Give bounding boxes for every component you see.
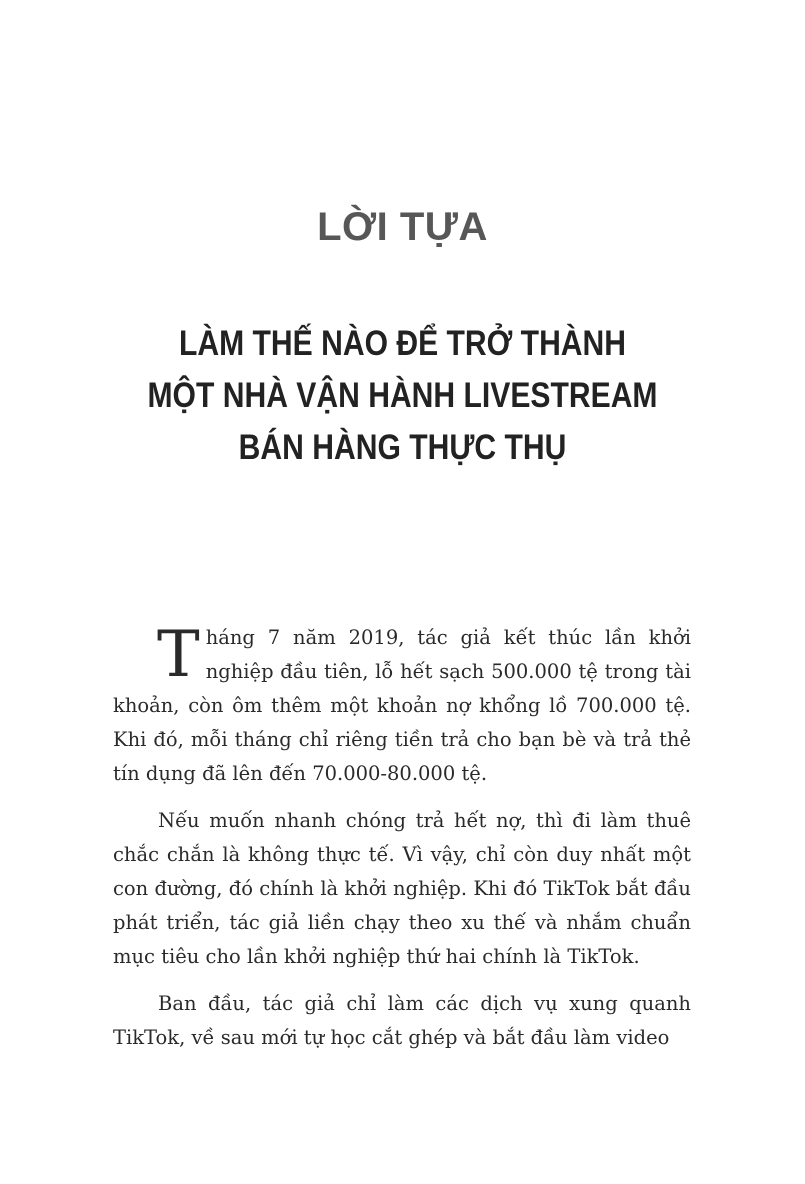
- paragraph-2: Nếu muốn nhanh chóng trả hết nợ, thì đi làm thuê chắc chắn là không thực tế. Vì vậy, chỉ còn duy nhất một con đường, đó chính là khởi nghiệp. Khi đó TikTok bắt đầu phát triển, tác giả liền chạy theo xu thế và nhắm chuẩn mục tiêu cho lần khởi nghiệp thứ hai chính là TikTok.: [113, 809, 691, 968]
- drop-cap: T: [157, 618, 200, 692]
- chapter-title: [0, 318, 805, 474]
- section-label: LỜI TỰA: [317, 205, 488, 249]
- paragraph-3: Ban đầu, tác giả chỉ làm các dịch vụ xung quanh TikTok, về sau mới tự học cắt ghép và bắt đầu làm video: [113, 992, 691, 1049]
- paragraph-1-text: háng 7 năm 2019, tác giả kết thúc lần khởi nghiệp đầu tiên, lỗ hết sạch 500.000 tệ trong tài khoản, còn ôm thêm một khoản nợ khổng lồ 700.000 tệ. Khi đó, mỗi tháng chỉ riêng tiền trả cho bạn bè và trả thẻ tín dụng đã lên đến 70.000-80.000 tệ.: [113, 626, 691, 785]
- chapter-title-line-1: LÀM THẾ NÀO ĐỂ TRỞ THÀNH: [178, 324, 627, 363]
- chapter-title-line-3: BÁN HÀNG THỰC THỤ: [238, 428, 567, 467]
- body-text: [113, 618, 691, 1068]
- chapter-title-line-2: MỘT NHÀ VẬN HÀNH LIVESTREAM: [147, 376, 658, 415]
- paragraph-1: [113, 618, 691, 791]
